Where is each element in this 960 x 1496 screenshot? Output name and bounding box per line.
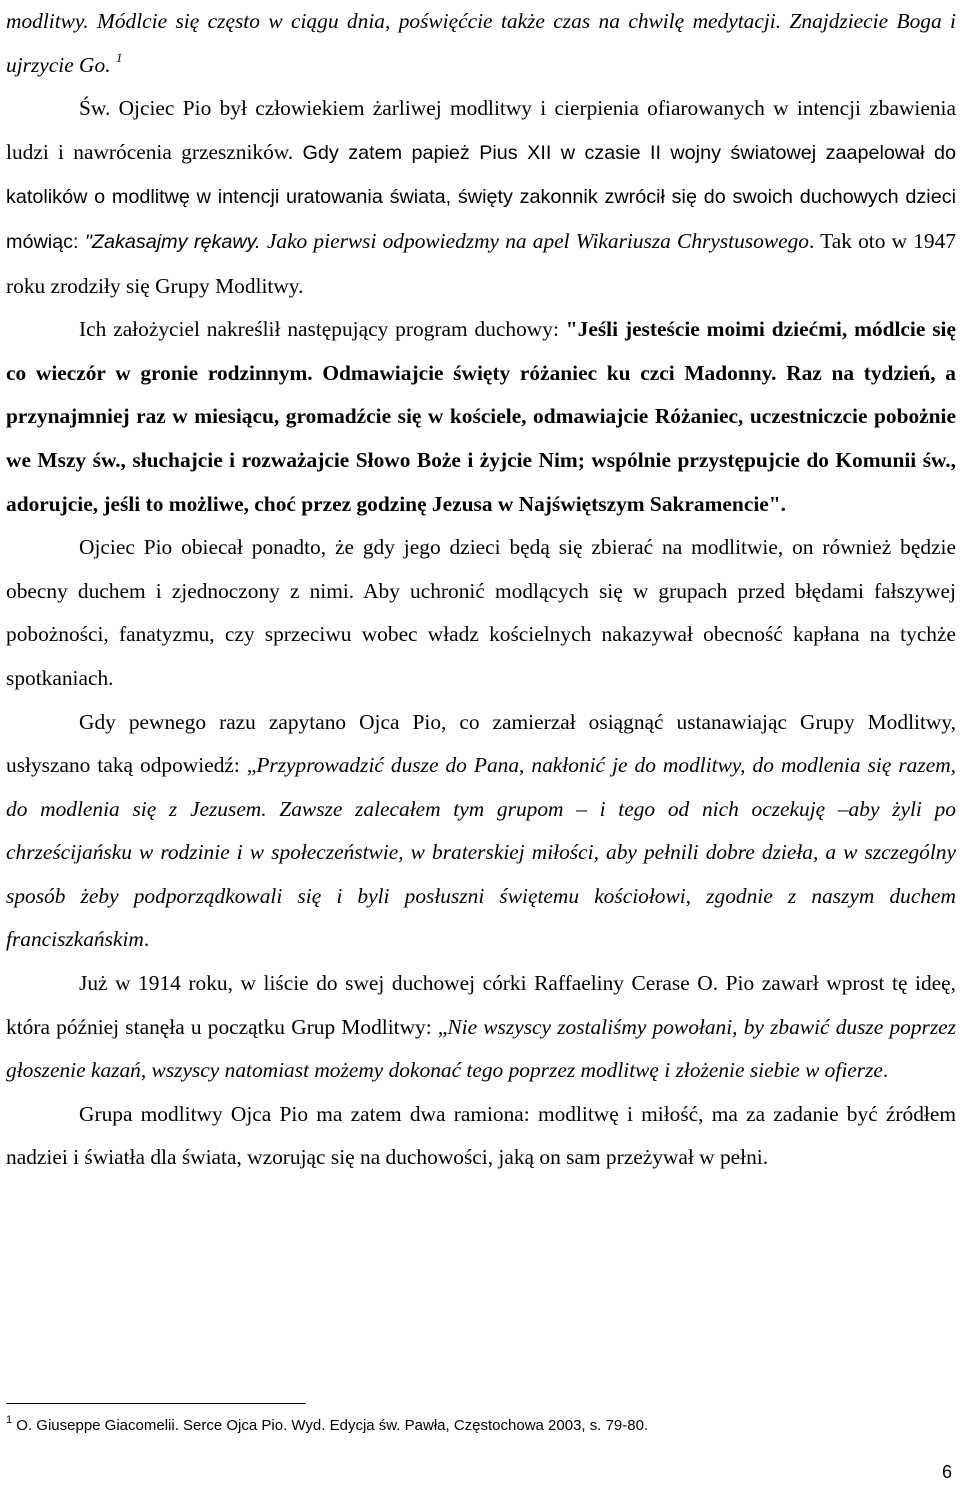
paragraph-text: . <box>882 1058 889 1083</box>
paragraph-text: Św. Ojciec Pio był człowiekiem żarliwej modlitwy i cierpienia ofiarowanych w intencji zbawienia ludzi i nawrócenia grzeszników. <box>6 96 956 164</box>
paragraph-text: Ojciec Pio obiecał ponadto, że gdy jego dzieci będą się zbierać na modlitwie, on również będzie obecny duchem i zjednoczony z nimi. Aby uchronić modlących się w grupach przed błędami fałszywej pobożności, fanatyzmu, czy sprzeciwu wobec władz kościelnych nakazywał obecność kapłana na tychże spotkaniach. <box>6 535 956 690</box>
quote-text: "Zakasajmy rękawy. <box>84 230 267 253</box>
quote-text: Nie wszyscy zostaliśmy powołani, by zbawić dusze poprzez głoszenie kazań, wszyscy natomiast możemy dokonać tego poprzez modlitwę i złożenie siebie w ofierze <box>6 1014 956 1083</box>
paragraph-text: Gdy pewnego razu zapytano Ojca Pio, co zamierzał osiągnąć ustanawiając Grupy Modlitwy, usłyszano taką odpowiedź: „ <box>6 709 956 778</box>
page-number: 6 <box>941 1462 952 1482</box>
body-text <box>6 0 956 1180</box>
paragraph-text: . Tak oto w 1947 roku zrodziły się Grupy Modlitwy. <box>6 228 956 298</box>
paragraph-6 <box>6 962 956 1093</box>
paragraph-text-sans: Gdy zatem papież Pius XII w czasie II wojny światowej zaapelował do katolików o modlitwę w intencji uratowania świata, święty zakonnik zwrócił się do swoich duchowych dzieci mówiąc: <box>6 141 956 253</box>
quote-end: . <box>105 52 111 77</box>
paragraph-7 <box>6 1093 956 1180</box>
paragraph-text: Już w 1914 roku, w liście do swej duchowej córki Raffaeliny Cerase O. Pio zawarł wprost tę ideę, która później stanęła u początku Grup Modlitwy: „ <box>6 971 956 1039</box>
paragraph-3 <box>6 308 956 526</box>
paragraph-text: Ich założyciel nakreślił następujący program duchowy: <box>79 317 566 342</box>
paragraph-1 <box>6 0 956 87</box>
paragraph-2 <box>6 87 956 308</box>
program-quote: "Jeśli jesteście moimi dziećmi, módlcie się co wieczór w gronie rodzinnym. Odmawiajcie święty różaniec ku czci Madonny. Raz na tydzień, a przynajmniej raz w miesiącu, gromadźcie się w kościele, odmawiajcie Różaniec, uczestniczcie pobożnie we Mszy św., słuchajcie i rozważajcie Słowo Boże i żyjcie Nim; wspólnie przystępujcie do Komunii św., adorujcie, jeśli to możliwe, choć przez godzinę Jezusa w Najświętszym Sakramencie". <box>6 317 956 516</box>
quote-text: Przyprowadzić dusze do Pana, nakłonić je do modlitwy, do modlenia się razem, do modlenia się z Jezusem. Zawsze zalecałem tym grupom – i tego od nich oczekuję –aby żyli po chrześcijańsku w rodzinie i w społeczeństwie, w braterskiej miłości, aby pełnili dobre dzieła, a w szczególny sposób żeby podporządkowali się i byli posłuszni świętemu kościołowi, zgodnie z naszym duchem franciszkańskim <box>6 753 956 952</box>
footnote-text: O. Giuseppe Giacomelii. Serce Ojca Pio. Wyd. Edycja św. Pawła, Częstochowa 2003, s. 79-80. <box>12 1417 649 1434</box>
paragraph-5 <box>6 701 956 963</box>
paragraph-text: Grupa modlitwy Ojca Pio ma zatem dwa ramiona: modlitwę i miłość, ma za zadanie być źródłem nadziei i światła dla świata, wzorując się na duchowości, jaką on sam przeżywał w pełni. <box>6 1101 956 1170</box>
footnote-separator <box>6 1403 306 1404</box>
quote-text: modlitwy. Módlcie się często w ciągu dnia, poświęćcie także czas na chwilę medytacji. Znajdziecie Boga i ujrzycie Go <box>6 9 956 77</box>
paragraph-text: . <box>143 927 150 952</box>
footnote <box>6 1414 946 1438</box>
paragraph-4 <box>6 526 956 700</box>
quote-text: Jako pierwsi odpowiedzmy na apel Wikariusza Chrystusowego <box>266 228 809 253</box>
footnote-reference: 1 <box>115 49 123 65</box>
footnote-number: 1 <box>6 1414 13 1426</box>
